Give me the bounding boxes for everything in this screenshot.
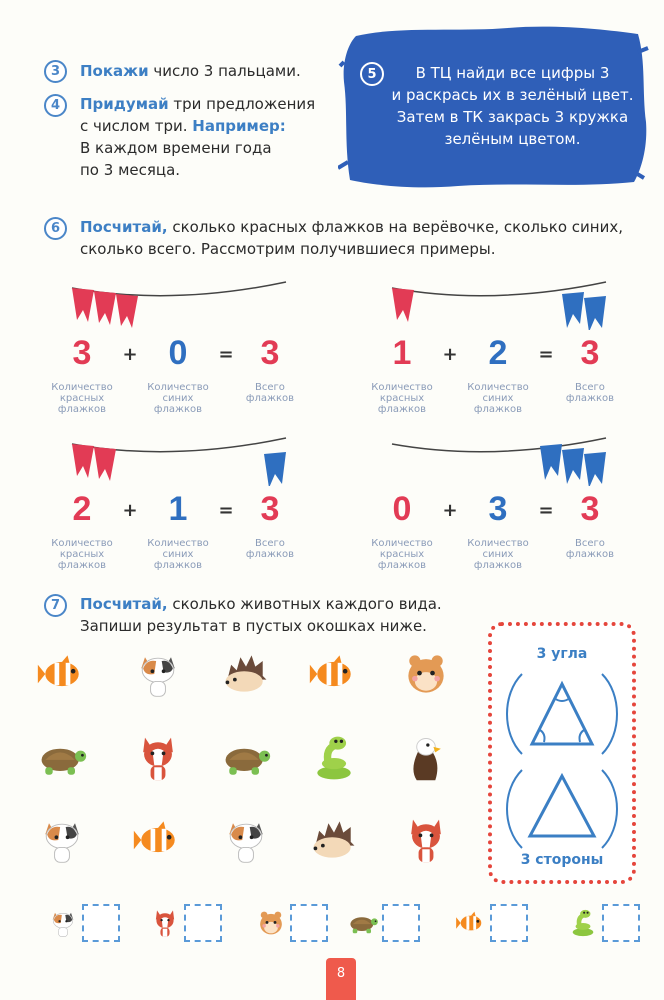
answer-box[interactable] xyxy=(184,904,222,942)
answer-box[interactable] xyxy=(490,904,528,942)
hamster-icon xyxy=(398,646,454,702)
dog-icon xyxy=(148,906,182,940)
fish-icon xyxy=(130,812,186,868)
task-3-number: 3 xyxy=(44,60,67,83)
task-4-line3: В каждом времени года xyxy=(80,139,272,157)
task-5-line1: В ТЦ найди все цифры 3 xyxy=(415,64,610,82)
total-count: 3 xyxy=(580,490,600,528)
red-caption: Количество красных флажков xyxy=(371,538,433,571)
flag-garland xyxy=(62,280,292,330)
plus-sign: + xyxy=(442,344,458,365)
task-4-verb: Придумай xyxy=(80,95,169,113)
sides-label: 3 стороны xyxy=(520,852,604,868)
cat-icon xyxy=(130,646,186,702)
answer-box[interactable] xyxy=(602,904,640,942)
equation-2 xyxy=(371,280,642,430)
task-6-verb: Посчитай, xyxy=(80,218,168,236)
equation-3 xyxy=(51,436,322,586)
dog-icon xyxy=(130,730,186,786)
red-caption: Количество красных флажков xyxy=(51,538,113,571)
turtle-icon xyxy=(346,906,380,940)
task-6-number: 6 xyxy=(44,217,67,240)
cat-icon xyxy=(34,812,90,868)
answer-box[interactable] xyxy=(382,904,420,942)
total-caption: Всего флажков xyxy=(565,382,615,404)
triangle-angles-icon xyxy=(492,664,632,764)
red-count: 0 xyxy=(392,490,412,528)
red-count: 1 xyxy=(392,334,412,372)
task-4-line2: с числом три. xyxy=(80,117,193,135)
red-caption: Количество красных флажков xyxy=(51,382,113,415)
total-count: 3 xyxy=(580,334,600,372)
answer-box[interactable] xyxy=(290,904,328,942)
answer-box[interactable] xyxy=(82,904,120,942)
hedgehog-icon xyxy=(218,646,274,702)
equals-sign: = xyxy=(218,344,234,365)
plus-sign: + xyxy=(122,500,138,521)
turtle-icon xyxy=(218,730,274,786)
angles-label: 3 угла xyxy=(536,646,588,662)
task-4-text xyxy=(80,93,330,181)
task-3-rest: число 3 пальцами. xyxy=(148,62,301,80)
dog-icon xyxy=(398,812,454,868)
total-count: 3 xyxy=(260,490,280,528)
equation-1 xyxy=(51,280,322,430)
triangle-sides-icon xyxy=(492,758,632,858)
snake-icon xyxy=(306,730,362,786)
flag-garland xyxy=(62,436,292,486)
blue-count: 1 xyxy=(168,490,188,528)
task-5-line2: и раскрась их в зелёный цвет. xyxy=(391,86,634,104)
plus-sign: + xyxy=(122,344,138,365)
total-caption: Всего флажков xyxy=(245,538,295,560)
task-4-example: Например: xyxy=(192,117,286,135)
plus-sign: + xyxy=(442,500,458,521)
task-5-number: 5 xyxy=(360,62,384,86)
flag-garland xyxy=(382,280,612,330)
fish-icon xyxy=(454,906,488,940)
snake-icon xyxy=(566,906,600,940)
blue-count: 2 xyxy=(488,334,508,372)
total-caption: Всего флажков xyxy=(245,382,295,404)
fish-icon xyxy=(306,646,362,702)
task-6-text xyxy=(80,216,650,260)
task-5-line3: Затем в ТК закрась 3 кружка xyxy=(396,108,629,126)
blue-caption: Количество синих флажков xyxy=(147,382,209,415)
triangle-info-frame xyxy=(488,622,636,884)
equals-sign: = xyxy=(538,344,554,365)
red-count: 2 xyxy=(72,490,92,528)
task-7-verb: Посчитай, xyxy=(80,595,168,613)
hamster-icon xyxy=(254,906,288,940)
total-count: 3 xyxy=(260,334,280,372)
task-4-line4: по 3 месяца. xyxy=(80,161,181,179)
equation-4 xyxy=(371,436,642,586)
blue-caption: Количество синих флажков xyxy=(147,538,209,571)
turtle-icon xyxy=(34,730,90,786)
task-4-number: 4 xyxy=(44,94,67,117)
eagle-icon xyxy=(398,730,454,786)
total-caption: Всего флажков xyxy=(565,538,615,560)
hedgehog-icon xyxy=(306,812,362,868)
equals-sign: = xyxy=(218,500,234,521)
task-7-number: 7 xyxy=(44,594,67,617)
blue-count: 3 xyxy=(488,490,508,528)
task-7-line2: Запиши результат в пустых окошках ниже. xyxy=(80,617,427,635)
task-3-text xyxy=(80,60,301,82)
flag-garland xyxy=(382,436,612,486)
task-6-line1: сколько красных флажков на верёвочке, сколько синих, xyxy=(167,218,623,236)
task-5-line4: зелёным цветом. xyxy=(444,130,581,148)
fish-icon xyxy=(34,646,90,702)
page-number: 8 xyxy=(326,958,356,1000)
cat-icon xyxy=(218,812,274,868)
red-caption: Количество красных флажков xyxy=(371,382,433,415)
task-5-text xyxy=(385,62,640,150)
task-7-text xyxy=(80,593,500,637)
blue-count: 0 xyxy=(168,334,188,372)
task-4-line1: три предложения xyxy=(168,95,316,113)
red-count: 3 xyxy=(72,334,92,372)
cat-icon xyxy=(46,906,80,940)
blue-caption: Количество синих флажков xyxy=(467,382,529,415)
blue-caption: Количество синих флажков xyxy=(467,538,529,571)
task-6-line2: сколько всего. Рассмотрим получившиеся примеры. xyxy=(80,240,496,258)
equals-sign: = xyxy=(538,500,554,521)
task-7-line1: сколько животных каждого вида. xyxy=(167,595,442,613)
task-3-verb: Покажи xyxy=(80,62,149,80)
